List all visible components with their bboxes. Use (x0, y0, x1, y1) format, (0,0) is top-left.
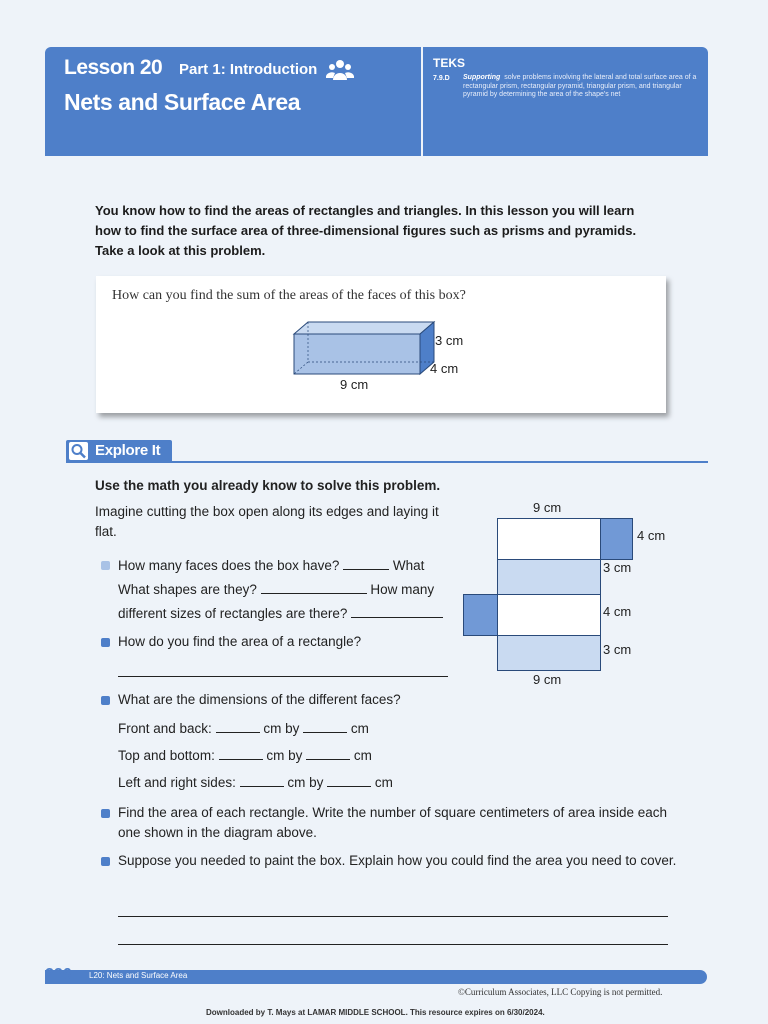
net-face-top (497, 518, 601, 560)
q1-what: What (392, 558, 425, 573)
left-right-label: Left and right sides: (118, 775, 236, 790)
intro-paragraph: You know how to find the areas of rectangles and triangles. In this lesson you will learn how to find the surface area of three-dimensional figures such as prisms and pyramids. Take a look at this problem. (95, 203, 637, 258)
question-area-each: Find the area of each rectangle. Write the number of square centimeters of area inside each one shown in the diagram above. (118, 805, 668, 840)
teks-type: Supporting (463, 74, 501, 81)
explore-lead: Use the math you already know to solve this problem. (95, 478, 441, 493)
cm-by-label: cm by (263, 721, 300, 736)
explore-instruction: Imagine cutting the box open along its edges and laying it flat. (95, 504, 439, 539)
question-shapes (118, 579, 434, 600)
net-face-bottom (497, 594, 601, 636)
net-face-3cm-bottom-label: 3 cm (603, 642, 632, 657)
explore-it-label: Explore It (95, 442, 161, 459)
net-face-back (497, 635, 601, 671)
cm-by-label: cm by (287, 775, 324, 790)
answer-blank[interactable] (351, 603, 443, 618)
teks-banner (423, 47, 708, 156)
left-right-row (118, 772, 393, 793)
answer-line[interactable] (118, 944, 668, 945)
lesson-part: Part 1: Introduction (179, 61, 318, 78)
lesson-title: Nets and Surface Area (64, 89, 301, 115)
net-top-length-label: 9 cm (533, 500, 562, 515)
teks-code: 7.9.D (433, 75, 450, 82)
box-figure (288, 318, 438, 380)
question-rect-area: How do you find the area of a rectangle? (118, 634, 362, 649)
page-number: 226 (45, 966, 72, 983)
box-height-label: 3 cm (435, 333, 464, 348)
answer-blank[interactable] (261, 579, 367, 594)
bullet-marker (101, 561, 110, 570)
teks-label: TEKS (433, 56, 466, 70)
question-faces (118, 555, 424, 576)
cm-label: cm (353, 748, 372, 763)
question-sizes (118, 603, 443, 624)
question-paint: Suppose you needed to paint the box. Explain how you could find the area you need to cover. (118, 853, 677, 868)
teks-text: solve problems involving the lateral and total surface area of a rectangular prism, rectangular pyramid, triangular prism, and triangular pyramid by determining the area of the shape's net (463, 74, 697, 98)
answer-blank[interactable] (327, 772, 371, 787)
answer-blank[interactable] (303, 718, 347, 733)
answer-blank[interactable] (240, 772, 284, 787)
cm-label: cm (374, 775, 393, 790)
problem-question: How can you find the sum of the areas of the faces of this box? (112, 288, 466, 303)
q1-part-a: How many faces does the box have? (118, 558, 340, 573)
net-face-4cm-label: 4 cm (603, 604, 632, 619)
net-face-3cm-label: 3 cm (603, 560, 632, 575)
box-depth-label: 4 cm (430, 361, 459, 376)
front-back-label: Front and back: (118, 721, 212, 736)
bullet-marker (101, 638, 110, 647)
q1-part-b: What shapes are they? (118, 582, 257, 597)
magnifier-icon (69, 442, 88, 460)
explore-it-divider (66, 461, 708, 463)
q1-part-c-start: How many (370, 582, 435, 597)
bullet-marker (101, 809, 110, 818)
lesson-number: Lesson 20 (64, 56, 163, 79)
group-work-icon (326, 58, 354, 82)
footer-lesson-label: L20: Nets and Surface Area (89, 971, 188, 980)
net-bottom-length-label: 9 cm (533, 672, 562, 687)
cm-label: cm (350, 721, 369, 736)
net-face-side-right (600, 518, 633, 560)
answer-line[interactable] (118, 916, 668, 917)
top-bottom-label: Top and bottom: (118, 748, 215, 763)
box-length-label: 9 cm (340, 377, 369, 392)
answer-blank[interactable] (216, 718, 260, 733)
answer-blank[interactable] (219, 745, 263, 760)
bullet-marker (101, 696, 110, 705)
copyright-notice: ©Curriculum Associates, LLC Copying is not permitted. (458, 987, 663, 997)
top-bottom-row (118, 745, 372, 766)
bullet-marker (101, 857, 110, 866)
answer-blank[interactable] (343, 555, 389, 570)
net-face-front (497, 559, 601, 595)
question-dimensions: What are the dimensions of the different faces? (118, 692, 401, 707)
answer-blank[interactable] (306, 745, 350, 760)
net-face-side-left (463, 594, 498, 636)
teks-description (463, 74, 703, 100)
download-notice: Downloaded by T. Mays at LAMAR MIDDLE SCHOOL. This resource expires on 6/30/2024. (206, 1008, 545, 1017)
net-side-4cm-label: 4 cm (637, 528, 666, 543)
front-back-row (118, 718, 369, 739)
cm-by-label: cm by (266, 748, 303, 763)
answer-line[interactable] (118, 676, 448, 677)
q1-part-c-end: different sizes of rectangles are there? (118, 606, 348, 621)
